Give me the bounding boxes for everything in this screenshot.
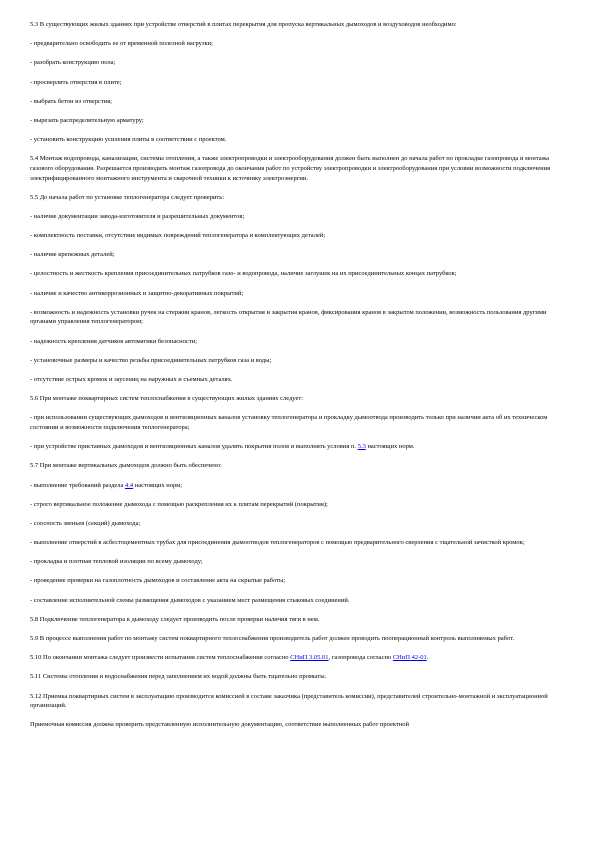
paragraph-5-11: 5.11 Системы отопления и водоснабжения перед заполнением их водой должны быть тщательно промыты. xyxy=(30,673,327,681)
text-span: - выполнение требований раздела xyxy=(30,481,126,489)
list-item: - установочные размеры и качество резьбы присоединительных патрубков газа и воды; xyxy=(30,356,272,364)
list-item: - вырезать распределительную арматуру; xyxy=(30,116,144,124)
paragraph-acceptance-commission: Приемочная комиссия должна проверить представленную исполнительную документацию, соответствие выполненных работ проектной xyxy=(30,721,409,729)
text-span: , газопровода согласно xyxy=(328,654,393,662)
paragraph-5-10 xyxy=(30,653,566,663)
list-item: - наличие и качество антикоррозионных и защитно-декоративных покрытий; xyxy=(30,289,244,297)
list-item: - надежность крепления датчиков автоматики безопасности; xyxy=(30,337,198,345)
link-section-5-3[interactable]: 5.3 xyxy=(357,443,366,451)
text-span: настоящих норм; xyxy=(133,481,183,489)
list-item xyxy=(30,481,566,491)
list-item: - выполнение отверстий в асбестоцементных трубах для присоединения дымоотводов теплогенераторов с помощью предварительного сверления с тщательной зачисткой кромок; xyxy=(30,539,525,547)
list-item: - при использовании существующих дымоходов и вентиляционных каналов установку теплогенератора и прокладку дымоотвода производить только при наличии акта об их техническом состоянии и возможности подключения теплогенератора; xyxy=(30,414,548,431)
link-snip-42-01[interactable]: СНиП 42-01 xyxy=(392,654,427,662)
list-item: - наличие крепежных деталей; xyxy=(30,251,115,259)
list-item: - прокладка и плотная тепловой изоляции по всему дымоходу; xyxy=(30,558,203,566)
list-item: - отсутствие острых кромок и заусениц на наружных и съемных деталях. xyxy=(30,375,233,383)
text-span: - при устройстве приставных дымоходов и вентиляционных каналов удалять покрытия полов и выполнять условия п. xyxy=(30,443,358,451)
document-page xyxy=(30,20,566,740)
paragraph-5-8: 5.8 Подключение теплогенератора к дымоходу следует производить после проверки наличия тяги в нем. xyxy=(30,615,320,623)
list-item: - наличие документации завода-изготовителя и разрешительных документов; xyxy=(30,212,245,220)
paragraph-5-9: 5.9 В процессе выполнения работ по монтажу систем поквартирного теплоснабжения производитель работ должен проводить пооперационный контроль выполняемых работ. xyxy=(30,635,515,642)
paragraph-5-7: 5.7 При монтаже вертикальных дымоходов должно быть обеспечено: xyxy=(30,462,222,470)
link-snip-3-05-01[interactable]: СНиП 3.05.01 xyxy=(290,654,329,662)
paragraph-5-6: 5.6 При монтаже поквартирных систем теплоснабжения в существующих жилых зданиях следует: xyxy=(30,395,304,403)
list-item: - предварительно освободить ее от временной полезной нагрузки; xyxy=(30,40,213,48)
list-item xyxy=(30,442,566,452)
link-section-4-4[interactable]: 4.4 xyxy=(125,481,134,489)
list-item: - составление исполнительной схемы размещения дымоходов с указанием мест размещения стыковых соединений. xyxy=(30,596,350,604)
list-item: - комплектность поставки, отсутствие видимых повреждений теплогенератора и комплектующих деталей; xyxy=(30,232,326,240)
list-item: - целостность и жесткость крепления присоединительных патрубков газо- и водопровода, наличие заглушек на их присоединительных концах патрубков; xyxy=(30,270,457,278)
text-span: настоящих норм. xyxy=(365,443,415,451)
list-item: - соосность звеньев (секций) дымохода; xyxy=(30,519,141,527)
paragraph-5-12: 5.12 Приемка поквартирных систем в эксплуатацию производится комиссией в составе заказчика (представитель комиссии), представителей строительно-монтажной и эксплуатационной организаций. xyxy=(30,692,548,710)
list-item: - выбрать бетон из отверстия; xyxy=(30,97,112,105)
text-span: 5.10 По окончании монтажа следует произвести испытания систем теплоснабжения согласно xyxy=(30,654,291,662)
paragraph-5-3: 5.3 В существующих жилых зданиях при устройстве отверстий в плитах перекрытия для пропуска вертикальных дымоходов и воздуховодов необходимо: xyxy=(30,21,457,28)
paragraph-5-5: 5.5 До начала работ по установке теплогенератора следует проверить: xyxy=(30,193,225,201)
list-item: - строго вертикальное положение дымохода с помощью раскрепления их к плитам перекрытий (покрытия); xyxy=(30,500,328,508)
list-item: - просверлить отверстия в плите; xyxy=(30,78,122,86)
list-item: - установить конструкцию усиления плиты в соответствии с проектом. xyxy=(30,136,227,144)
list-item: - возможность и надежность установки ручек на стержни кранов, легкость открытия и закрытия кранов, фиксирования кранов в закрытом положении, возможность пользования другими органами управления теплогенератором; xyxy=(30,308,547,326)
paragraph-5-4: 5.4 Монтаж водопровода, канализации, системы отопления, а также электропроводки и электрооборудования должен быть выполнен до начала работ по прокладке газопровода и монтажа газового оборудования. Разрешается производить монтаж газопровода до окончания работ по устройству электропроводки и электрооборудования при условии возможности подключения электрифицированного монтажного инструмента и сварочной техники к источнику электроэнергии. xyxy=(30,155,551,182)
list-item: - проведение проверки на газоплотность дымоходов и составление акта на скрытые работы; xyxy=(30,577,286,585)
text-span: . xyxy=(426,654,429,662)
list-item: - разобрать конструкцию пола; xyxy=(30,59,116,67)
